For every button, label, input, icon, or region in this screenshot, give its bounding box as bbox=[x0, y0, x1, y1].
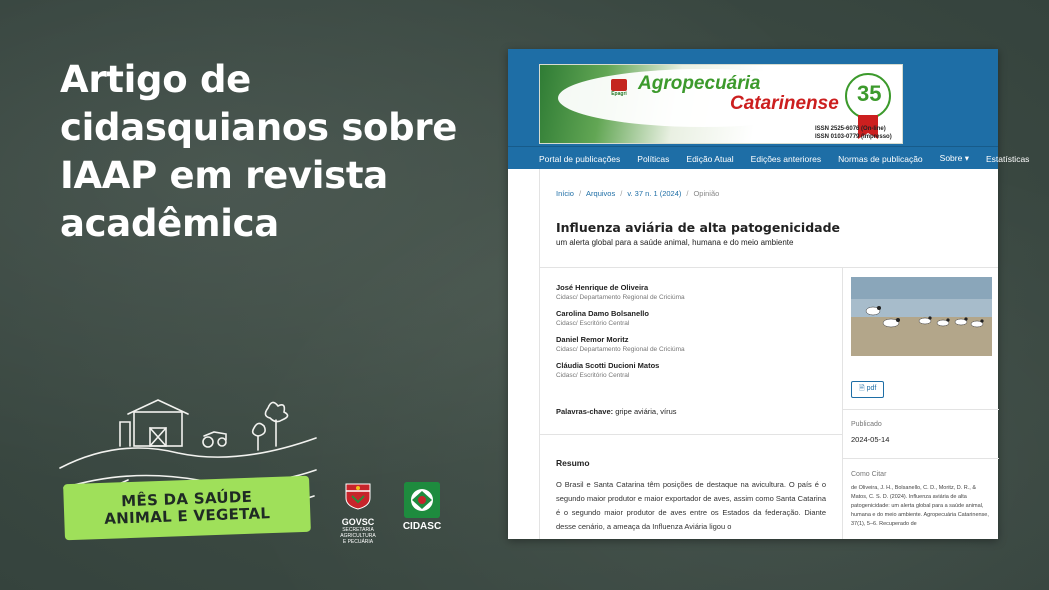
author-name: Cláudia Scotti Ducioni Matos bbox=[556, 361, 660, 370]
campaign-banner-line-2: ANIMAL E VEGETAL bbox=[104, 504, 271, 528]
column-divider bbox=[842, 267, 843, 539]
author-item bbox=[556, 361, 836, 380]
anniversary-number: 35 bbox=[857, 81, 882, 106]
nav-estatisticas[interactable]: Estatísticas bbox=[985, 153, 1030, 164]
author-item bbox=[556, 283, 836, 302]
campaign-banner-line-1: MÊS DA SAÚDE bbox=[120, 487, 253, 511]
govsc-shield-icon bbox=[343, 482, 373, 510]
journal-header bbox=[508, 49, 998, 146]
article-content bbox=[539, 169, 998, 539]
issn-block bbox=[815, 125, 892, 141]
headline-line-4: acadêmica bbox=[60, 202, 279, 245]
anniversary-seal-icon bbox=[845, 73, 891, 119]
author-item bbox=[556, 335, 836, 354]
pdf-label: pdf bbox=[866, 385, 877, 392]
abstract-text: O Brasil e Santa Catarina têm posições de destaque na avicultura. O país é o segundo maior produtor e maior exportador de aves, assim como Santa Catarina é o segundo maior produtor de aves entre os Estados da federação. Diante desse cenário, a ameaça da Influenza Aviária ligou o bbox=[556, 480, 826, 531]
file-icon: 🗎 bbox=[859, 385, 865, 392]
divider bbox=[842, 409, 999, 410]
author-affiliation: Cidasc/ Departamento Regional de Criciúma bbox=[556, 346, 685, 353]
breadcrumb-home[interactable]: Início bbox=[556, 189, 574, 198]
govsc-line-3: E PECUÁRIA bbox=[342, 539, 374, 545]
breadcrumb bbox=[556, 189, 719, 198]
nav-sobre[interactable]: Sobre ▾ bbox=[939, 153, 969, 163]
cidasc-logo bbox=[402, 482, 442, 538]
issn-print: ISSN 0103-0779 (Impresso) bbox=[815, 134, 892, 140]
cidasc-name: CIDASC bbox=[402, 521, 442, 532]
author-name: Carolina Damo Bolsanello bbox=[556, 309, 649, 318]
divider bbox=[842, 458, 999, 459]
published-date: 2024-05-14 bbox=[851, 435, 890, 444]
divider bbox=[540, 434, 842, 435]
nav-normas[interactable]: Normas de publicação bbox=[838, 153, 923, 164]
keywords-label: Palavras-chave: bbox=[556, 407, 614, 416]
author-affiliation: Cidasc/ Escritório Central bbox=[556, 320, 630, 327]
headline-line-2: cidasquianos sobre bbox=[60, 106, 458, 149]
abstract-heading: Resumo bbox=[556, 458, 590, 468]
breadcrumb-sep: / bbox=[578, 189, 582, 198]
author-name: Daniel Remor Moritz bbox=[556, 335, 629, 344]
journal-title-line-1: Agropecuária bbox=[638, 73, 761, 94]
epagri-logo bbox=[608, 79, 630, 101]
epagri-label: Epagri bbox=[611, 91, 627, 97]
govsc-logo bbox=[330, 482, 386, 544]
birds-photo bbox=[851, 277, 992, 356]
journal-screenshot bbox=[508, 49, 1030, 539]
breadcrumb-sep: / bbox=[686, 189, 689, 198]
author-list bbox=[556, 283, 836, 387]
breadcrumb-sep: / bbox=[620, 189, 623, 198]
main-nav bbox=[508, 146, 1030, 169]
keywords bbox=[556, 407, 677, 416]
campaign-banner bbox=[63, 476, 311, 541]
page-headline bbox=[60, 56, 500, 248]
divider bbox=[540, 267, 998, 268]
headline-line-3: IAAP em revista bbox=[60, 154, 388, 197]
nav-portal[interactable]: Portal de publicações bbox=[539, 153, 621, 164]
nav-politicas[interactable]: Políticas bbox=[637, 153, 670, 164]
journal-banner[interactable] bbox=[539, 64, 903, 144]
govsc-line-1: SECRETARIA bbox=[342, 527, 374, 533]
author-item bbox=[556, 309, 836, 328]
citation-text[interactable]: de Oliveira, J. H., Bolsanello, C. D., Moritz, D. R., & Matos, C. S. D. (2024). Influenza aviária de alta patogenicidade: um alerta global para a saúde animal, humana e do meio ambiente. Agropecuária Catarinense, 37(1), 5–6. Recuperado de bbox=[851, 485, 989, 527]
cite-label: Como Citar bbox=[851, 471, 887, 478]
pdf-button[interactable] bbox=[851, 381, 884, 398]
author-affiliation: Cidasc/ Departamento Regional de Criciúma bbox=[556, 294, 685, 301]
breadcrumb-current: Opinião bbox=[693, 189, 720, 198]
breadcrumb-issue[interactable]: v. 37 n. 1 (2024) bbox=[627, 189, 682, 198]
govsc-name: GOVSC bbox=[341, 517, 375, 527]
keywords-value: gripe aviária, vírus bbox=[615, 407, 677, 416]
article-sidebar bbox=[851, 277, 999, 527]
journal-title-line-2: Catarinense bbox=[730, 93, 839, 114]
author-affiliation: Cidasc/ Escritório Central bbox=[556, 372, 630, 379]
issn-online: ISSN 2525-6076 (On-line) bbox=[815, 126, 886, 132]
breadcrumb-archive[interactable]: Arquivos bbox=[586, 189, 616, 198]
article-subtitle: um alerta global para a saúde animal, humana e do meio ambiente bbox=[556, 238, 794, 247]
epagri-mark-icon bbox=[611, 79, 627, 91]
article-title: Influenza aviária de alta patogenicidade bbox=[556, 220, 841, 235]
nav-edicao-atual[interactable]: Edição Atual bbox=[686, 153, 734, 164]
headline-line-1: Artigo de bbox=[60, 58, 251, 101]
nav-edicoes-anteriores[interactable]: Edições anteriores bbox=[750, 153, 822, 164]
cidasc-mark-icon bbox=[404, 482, 440, 518]
published-label: Publicado bbox=[851, 421, 882, 428]
author-name: José Henrique de Oliveira bbox=[556, 283, 649, 292]
cover-image[interactable] bbox=[851, 277, 992, 356]
govsc-line-2: AGRICULTURA bbox=[340, 533, 376, 539]
